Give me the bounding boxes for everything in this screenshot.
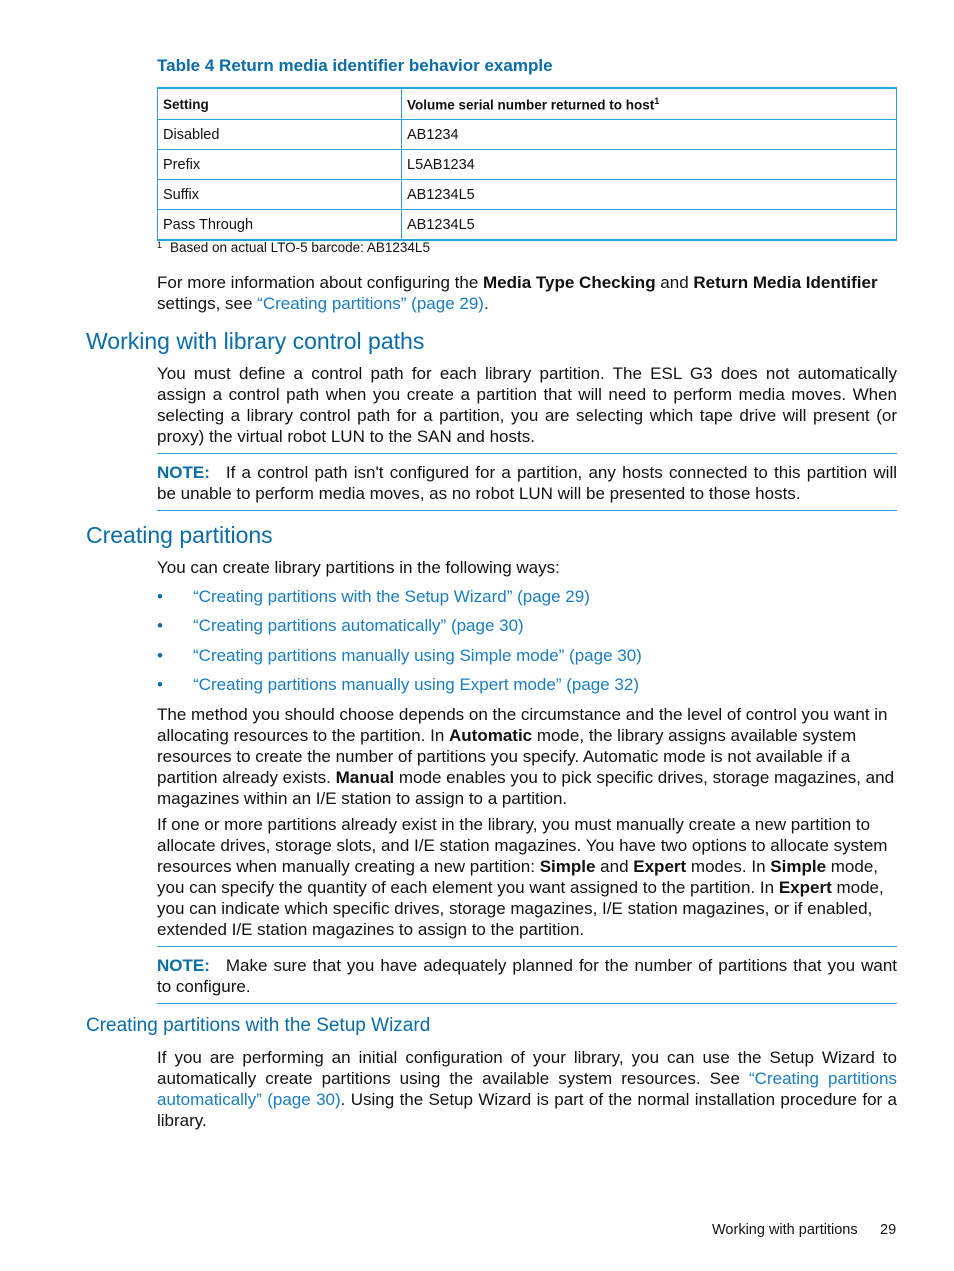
creating-partitions-link[interactable]: “Creating partitions” (page 29) (257, 294, 484, 313)
setup-wizard-paragraph: If you are performing an initial configuration of your library, you can use the Setup Wizard to automatically create partitions using the available system resources. See “Creating partitions automatically” (page 30). Using the Setup Wizard is part of the normal installation procedure for a library. (157, 1048, 897, 1130)
table-row (158, 150, 897, 180)
subsection-heading-setup-wizard: Creating partitions with the Setup Wizard (86, 1015, 431, 1036)
more-info-paragraph: For more information about configuring the Media Type Checking and Return Media Identifier settings, see “Creating partitions” (page 29). (157, 273, 878, 313)
table-cell: L5AB1234 (402, 150, 897, 180)
bullet-icon: • (157, 587, 163, 606)
footnote-mark: 1 (157, 240, 163, 250)
list-item (157, 615, 642, 644)
method-paragraph: The method you should choose depends on the circumstance and the level of control you want in allocating resources to the partition. In Automatic mode, the library assigns available system resources to create the number of partitions you specify. Automatic mode is not available if a partition already exists. Manual mode enables you to pick specific drives, storage magazines, and magazines within an I/E station to assign to a partition. (157, 705, 895, 808)
section-heading-control-paths: Working with library control paths (86, 328, 425, 354)
table-cell: AB1234L5 (402, 180, 897, 210)
page-number: 29 (880, 1222, 897, 1238)
table-cell: Prefix (158, 150, 402, 180)
table-cell: Pass Through (158, 210, 402, 241)
existing-partitions-paragraph: If one or more partitions already exist in the library, you must manually create a new partition to allocate drives, storage slots, and I/E station magazines. You have two options to allocate system resources when manually creating a new partition: Simple and Expert modes. In Simple mode, you can specify the quantity of each element you want assigned to the partition. In Expert mode, you can indicate which specific drives, storage magazines, I/E station magazines, or if enabled, extended I/E station magazines to assign to the partition. (157, 815, 888, 939)
note-label: NOTE: (157, 463, 210, 482)
section-heading-creating-partitions: Creating partitions (86, 522, 273, 548)
table-row (158, 120, 897, 150)
table-row (158, 210, 897, 241)
table-caption: Table 4 Return media identifier behavior example (157, 56, 553, 75)
list-item (157, 645, 642, 674)
header-setting: Setting (158, 88, 402, 120)
table-cell: AB1234L5 (402, 210, 897, 241)
header-volume-serial: Volume serial number returned to host$^1$ (402, 88, 897, 120)
return-media-identifier-table (157, 87, 897, 241)
list-item (157, 674, 642, 703)
bullet-icon: • (157, 645, 163, 665)
creating-intro: You can create library partitions in the following ways: (157, 558, 560, 577)
bullet-icon: • (157, 616, 163, 636)
footnote-ref: 1 (654, 95, 660, 106)
simple-mode-link[interactable]: “Creating partitions manually using Simple mode” (page 30) (193, 645, 642, 665)
footer-section-title: Working with partitions (712, 1222, 858, 1238)
bullet-icon: • (157, 674, 163, 694)
table-cell: Disabled (158, 120, 402, 150)
table-cell: Suffix (158, 180, 402, 210)
table-row (158, 180, 897, 210)
expert-mode-link[interactable]: “Creating partitions manually using Expert mode” (page 32) (193, 674, 640, 694)
note-planning: NOTE: Make sure that you have adequately planned for the number of partitions that you want to configure. (157, 946, 897, 1004)
table-cell: AB1234 (402, 120, 897, 150)
partition-methods-list (157, 586, 642, 703)
note-control-path: NOTE: If a control path isn't configured for a partition, any hosts connected to this partition will be unable to perform media moves, as no robot LUN will be presented to those hosts. (157, 453, 897, 511)
list-item (157, 586, 642, 615)
creating-partitions-automatically-link[interactable]: “Creating partitions automatically” (page 30) (157, 1069, 897, 1109)
note-label: NOTE: (157, 956, 210, 975)
table-footnote: $^1$ Based on actual LTO-5 barcode: AB1234L5 (157, 240, 430, 255)
setup-wizard-link[interactable]: “Creating partitions with the Setup Wizard” (page 29) (193, 587, 590, 606)
table-header-row (158, 88, 897, 120)
control-paths-paragraph: You must define a control path for each library partition. The ESL G3 does not automatically assign a control path when you create a partition that will need to perform media moves. When selecting a library control path for a partition, you are selecting which tape drive will present (or proxy) the virtual robot LUN to the SAN and hosts. (157, 364, 897, 446)
automatic-link[interactable]: “Creating partitions automatically” (page 30) (193, 616, 524, 636)
